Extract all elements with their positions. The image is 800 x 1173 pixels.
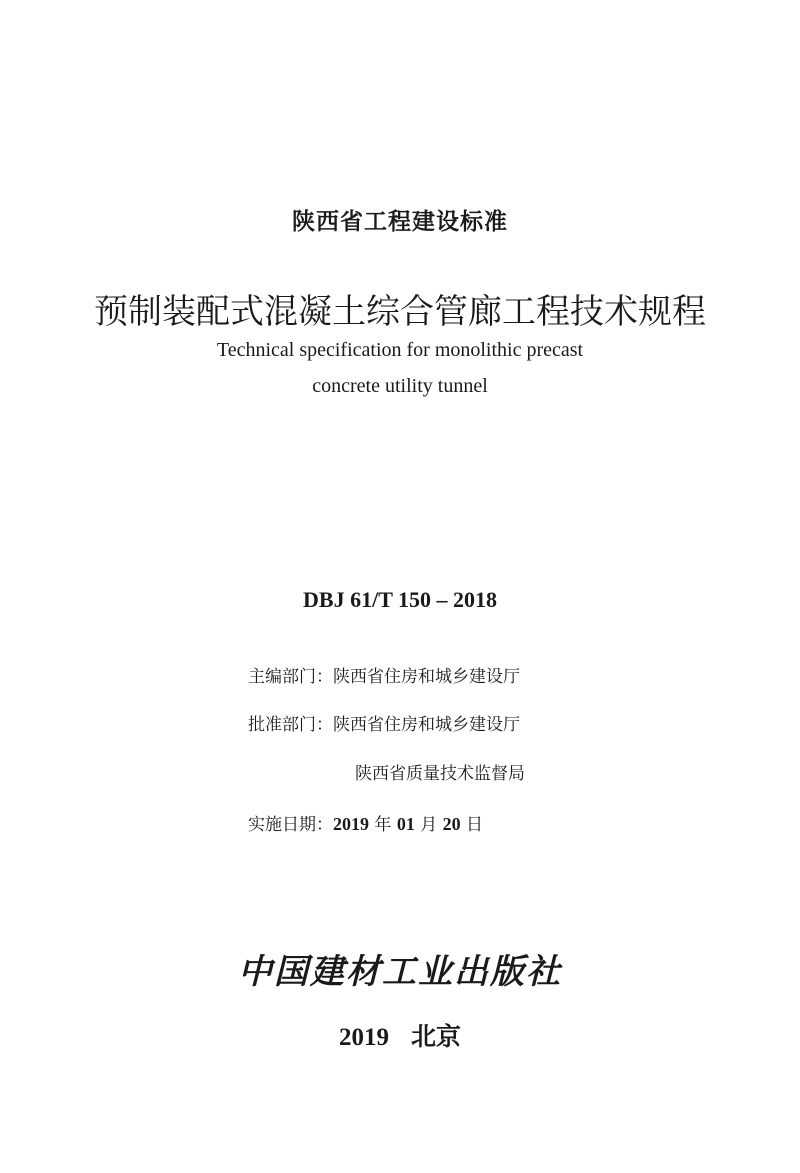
- approval-row: [248, 710, 520, 735]
- approval-value-2: 陕西省质量技术监督局: [355, 764, 525, 784]
- day-unit: 日: [460, 815, 484, 835]
- standard-code: DBJ 61/T 150 – 2018: [303, 587, 497, 612]
- title-english-line-1: Technical specification for monolithic precast: [216, 339, 584, 361]
- title-english-line-2: concrete utility tunnel: [312, 375, 488, 397]
- effective-year: 2019: [333, 814, 369, 834]
- title-chinese: 预制装配式混凝土综合管廊工程技术规程: [94, 292, 706, 332]
- publication-year: 2019: [338, 1024, 389, 1051]
- chief-editor-label: 主编部门：: [248, 667, 333, 687]
- month-unit: 月: [414, 815, 443, 835]
- series-title: 陕西省工程建设标准: [292, 209, 508, 235]
- effective-day: 20: [442, 814, 461, 834]
- chief-editor-row: [248, 662, 520, 687]
- publication-line: [0, 1017, 800, 1053]
- effective-date-row: [248, 810, 483, 835]
- chief-editor-value: 陕西省住房和城乡建设厅: [333, 667, 520, 687]
- approval-value-1: 陕西省住房和城乡建设厅: [333, 715, 520, 735]
- effective-date-label: 实施日期：: [248, 815, 333, 835]
- publication-city: 北京: [410, 1022, 461, 1051]
- approval-label: 批准部门：: [248, 715, 333, 735]
- effective-month: 01: [396, 814, 415, 834]
- approval-row-continued: [355, 759, 525, 784]
- year-unit: 年: [369, 815, 397, 835]
- publisher-name: 中国建材工业出版社: [238, 952, 562, 992]
